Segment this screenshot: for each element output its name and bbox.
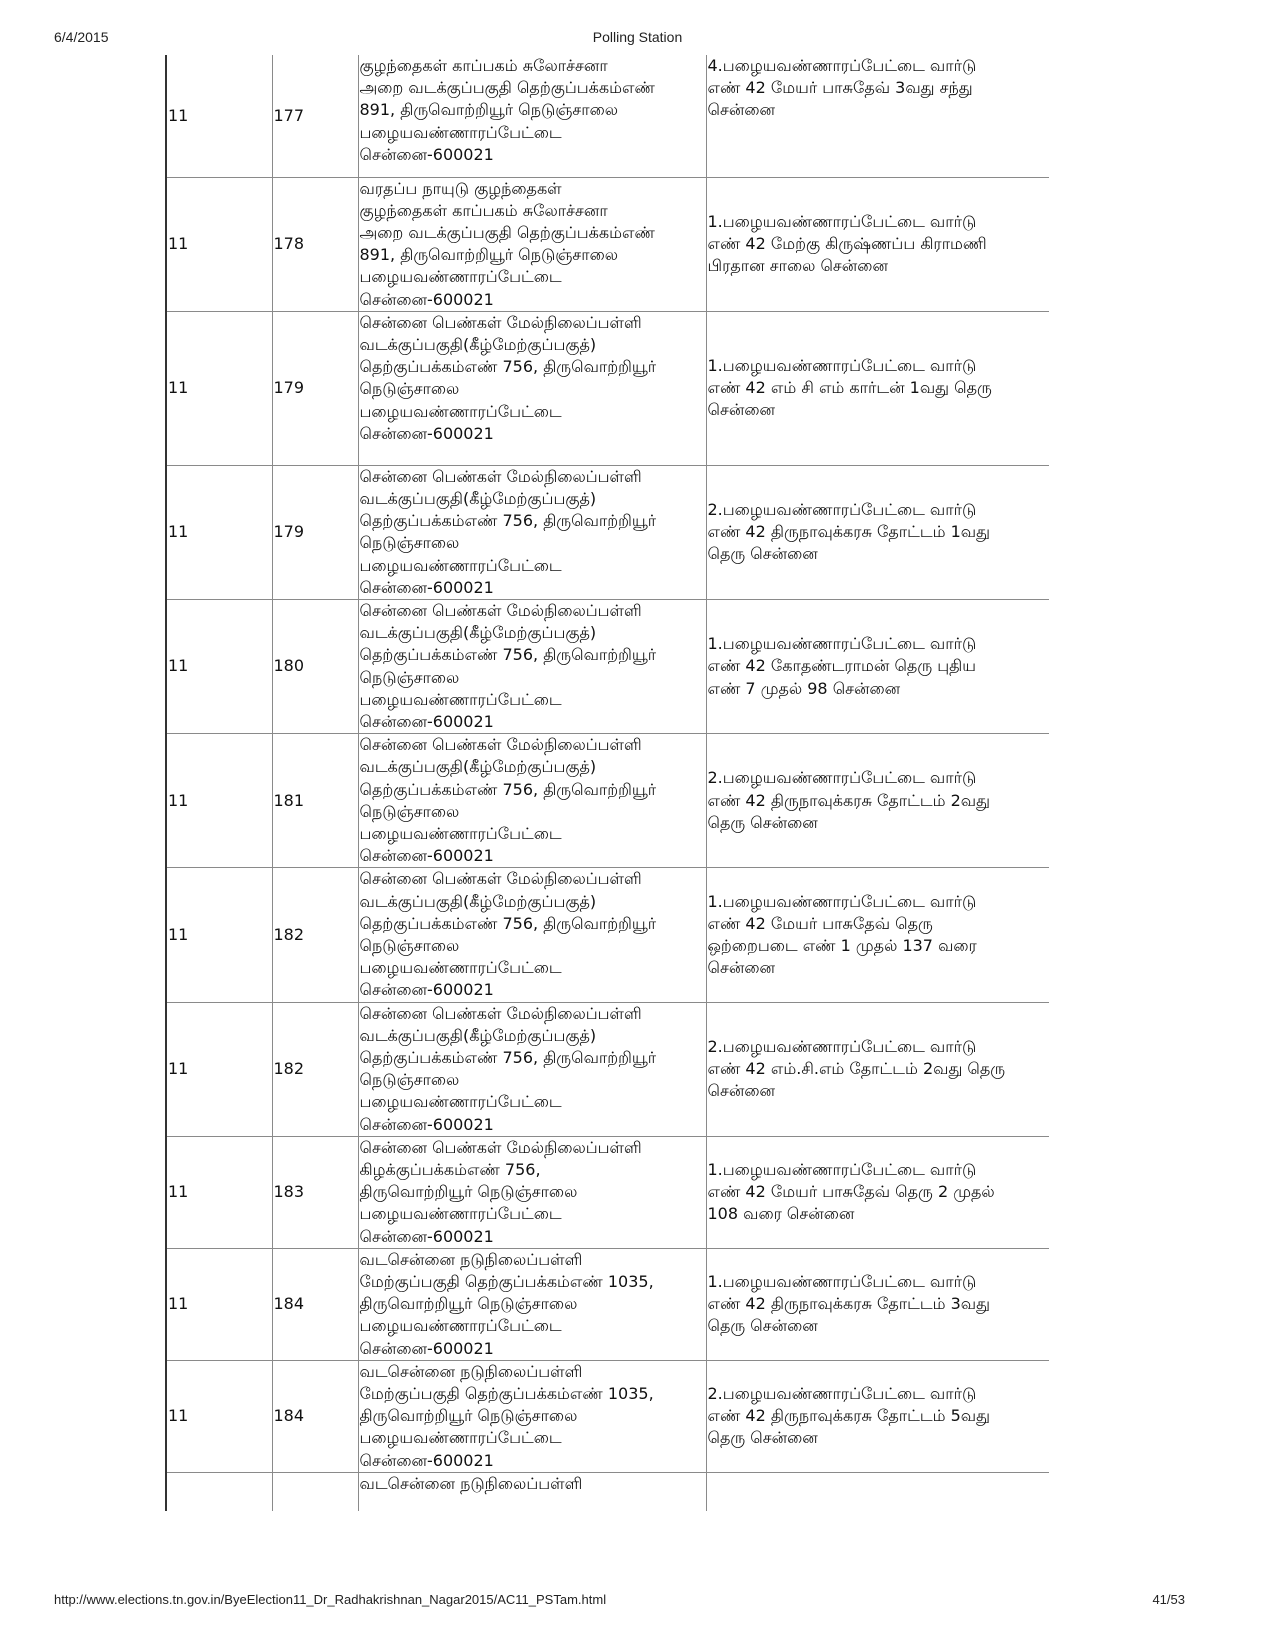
assembly-constituency-no: 11 [166, 55, 272, 177]
address-line: திருவொற்றியூர் நெடுஞ்சாலை [359, 1406, 578, 1426]
page-url: http://www.elections.tn.gov.in/ByeElection11_Dr_Radhakrishnan_Nagar2015/AC11_PSTam.html [54, 1592, 607, 1607]
polling-station-no: 181 [272, 734, 358, 868]
assembly-constituency-no: 11 [166, 1360, 272, 1472]
address-line: வடக்குப்பகுதி(கீழ்மேற்குப்பகுத்) [359, 1025, 597, 1045]
assembly-constituency-no: 11 [166, 311, 272, 465]
address-line: சென்னை பெண்கள் மேல்நிலைப்பள்ளி [359, 466, 642, 486]
polling-area [706, 1002, 1049, 1136]
area-line: 1.பழையவண்ணாரப்பேட்டை வார்டு [707, 1272, 977, 1292]
polling-station-address [358, 1002, 706, 1136]
address-line: தெற்குப்பக்கம்எண் 756, திருவொற்றியூர் [359, 779, 657, 799]
table-row [166, 177, 1049, 311]
address-line: திருவொற்றியூர் நெடுஞ்சாலை [359, 1294, 578, 1314]
address-line: நெடுஞ்சாலை [359, 935, 460, 955]
area-line: எண் 42 மேயர் பாசுதேவ் 3வது சந்து [707, 78, 973, 98]
assembly-constituency-no: 11 [166, 465, 272, 599]
polling-area [706, 1472, 1049, 1511]
address-line: பழையவண்ணாரப்பேட்டை [359, 401, 562, 421]
address-line: சென்னை-600021 [359, 1338, 494, 1358]
area-line: எண் 7 முதல் 98 சென்னை [707, 678, 901, 698]
address-line: சென்னை பெண்கள் மேல்நிலைப்பள்ளி [359, 1003, 642, 1023]
address-line: மேற்குப்பகுதி தெற்குப்பக்கம்எண் 1035, [359, 1384, 654, 1404]
area-line: 2.பழையவண்ணாரப்பேட்டை வார்டு [707, 1384, 977, 1404]
address-line: அறை வடக்குப்பகுதி தெற்குப்பக்கம்எண் [359, 222, 655, 242]
address-line: வடக்குப்பகுதி(கீழ்மேற்குப்பகுத்) [359, 488, 597, 508]
area-line: 1.பழையவண்ணாரப்பேட்டை வார்டு [707, 891, 977, 911]
area-line: தெரு சென்னை [707, 1428, 818, 1448]
address-line: நெடுஞ்சாலை [359, 533, 460, 553]
table-row [166, 1248, 1049, 1360]
address-line: சென்னை பெண்கள் மேல்நிலைப்பள்ளி [359, 600, 642, 620]
address-line: சென்னை-600021 [359, 423, 494, 443]
assembly-constituency-no: 11 [166, 868, 272, 1002]
polling-station-no: 178 [272, 177, 358, 311]
polling-station-no [272, 1472, 358, 1511]
polling-area [706, 55, 1049, 177]
address-line: சென்னை பெண்கள் மேல்நிலைப்பள்ளி [359, 869, 642, 889]
polling-area [706, 1360, 1049, 1472]
address-line: நெடுஞ்சாலை [359, 379, 460, 399]
polling-station-address [358, 599, 706, 733]
address-line: வடசென்னை நடுநிலைப்பள்ளி [359, 1473, 583, 1493]
assembly-constituency-no: 11 [166, 1136, 272, 1248]
area-line: பிரதான சாலை சென்னை [707, 256, 888, 276]
polling-area [706, 465, 1049, 599]
address-line: சென்னை பெண்கள் மேல்நிலைப்பள்ளி [359, 1137, 642, 1157]
polling-area [706, 177, 1049, 311]
table-body [166, 55, 1049, 1511]
address-line: வடக்குப்பகுதி(கீழ்மேற்குப்பகுத்) [359, 623, 597, 643]
table-row [166, 599, 1049, 733]
polling-station-no: 180 [272, 599, 358, 733]
polling-station-no: 182 [272, 868, 358, 1002]
address-line: தெற்குப்பக்கம்எண் 756, திருவொற்றியூர் [359, 357, 657, 377]
polling-station-address [358, 1248, 706, 1360]
area-line: எண் 42 எம் சி எம் கார்டன் 1வது தெரு [707, 378, 992, 398]
polling-area [706, 868, 1049, 1002]
table-row [166, 1136, 1049, 1248]
address-line: பழையவண்ணாரப்பேட்டை [359, 1428, 562, 1448]
address-line: நெடுஞ்சாலை [359, 667, 460, 687]
address-line: சென்னை-600021 [359, 980, 494, 1000]
polling-area [706, 1248, 1049, 1360]
address-line: கிழக்குப்பக்கம்எண் 756, [359, 1160, 541, 1180]
polling-area [706, 599, 1049, 733]
polling-station-address [358, 311, 706, 465]
table-row [166, 734, 1049, 868]
polling-station-address [358, 868, 706, 1002]
address-line: தெற்குப்பக்கம்எண் 756, திருவொற்றியூர் [359, 913, 657, 933]
table-row [166, 1472, 1049, 1511]
address-line: சென்னை-600021 [359, 711, 494, 731]
area-line: 4.பழையவண்ணாரப்பேட்டை வார்டு [707, 56, 977, 75]
address-line: பழையவண்ணாரப்பேட்டை [359, 1092, 562, 1112]
polling-area [706, 1136, 1049, 1248]
address-line: பழையவண்ணாரப்பேட்டை [359, 1204, 562, 1224]
address-line: சென்னை-600021 [359, 577, 494, 597]
assembly-constituency-no: 11 [166, 734, 272, 868]
polling-station-no: 179 [272, 311, 358, 465]
address-line: சென்னை பெண்கள் மேல்நிலைப்பள்ளி [359, 735, 642, 755]
address-line: குழந்தைகள் காப்பகம் சுலோச்சனா [359, 56, 608, 75]
polling-station-address [358, 1136, 706, 1248]
address-line: பழையவண்ணாரப்பேட்டை [359, 1316, 562, 1336]
assembly-constituency-no [166, 1472, 272, 1511]
assembly-constituency-no: 11 [166, 599, 272, 733]
polling-station-no: 179 [272, 465, 358, 599]
address-line: நெடுஞ்சாலை [359, 801, 460, 821]
address-line: தெற்குப்பக்கம்எண் 756, திருவொற்றியூர் [359, 645, 657, 665]
area-line: 1.பழையவண்ணாரப்பேட்டை வார்டு [707, 211, 977, 231]
area-line: 2.பழையவண்ணாரப்பேட்டை வார்டு [707, 1036, 977, 1056]
print-date: 6/4/2015 [54, 29, 109, 45]
address-line: தெற்குப்பக்கம்எண் 756, திருவொற்றியூர் [359, 1048, 657, 1067]
area-line: எண் 42 மேயர் பாசுதேவ் தெரு 2 முதல் [707, 1182, 995, 1202]
address-line: வடசென்னை நடுநிலைப்பள்ளி [359, 1361, 583, 1381]
polling-area [706, 734, 1049, 868]
area-line: எண் 42 மேற்கு கிருஷ்ணப்ப கிராமணி [707, 234, 987, 253]
polling-station-no: 183 [272, 1136, 358, 1248]
table-row [166, 868, 1049, 1002]
assembly-constituency-no: 11 [166, 1248, 272, 1360]
area-line: தெரு சென்னை [707, 544, 818, 564]
polling-station-address [358, 177, 706, 311]
address-line: வடக்குப்பகுதி(கீழ்மேற்குப்பகுத்) [359, 891, 597, 911]
area-line: 2.பழையவண்ணாரப்பேட்டை வார்டு [707, 768, 977, 788]
address-line: 891, திருவொற்றியூர் நெடுஞ்சாலை [359, 100, 619, 120]
address-line: வடசென்னை நடுநிலைப்பள்ளி [359, 1249, 583, 1269]
table-row [166, 311, 1049, 465]
address-line: திருவொற்றியூர் நெடுஞ்சாலை [359, 1182, 578, 1202]
page-number: 41/53 [1152, 1592, 1185, 1607]
address-line: அறை வடக்குப்பகுதி தெற்குப்பக்கம்எண் [359, 78, 655, 98]
address-line: பழையவண்ணாரப்பேட்டை [359, 689, 562, 709]
area-line: தெரு சென்னை [707, 812, 818, 832]
area-line: 2.பழையவண்ணாரப்பேட்டை வார்டு [707, 500, 977, 520]
address-line: 891, திருவொற்றியூர் நெடுஞ்சாலை [359, 245, 619, 265]
address-line: சென்னை-600021 [359, 846, 494, 866]
address-line: சென்னை-600021 [359, 1450, 494, 1470]
area-line: எண் 42 மேயர் பாசுதேவ் தெரு [707, 913, 933, 933]
polling-station-address [358, 55, 706, 177]
polling-station-address [358, 465, 706, 599]
table-row [166, 55, 1049, 177]
address-line: வடக்குப்பகுதி(கீழ்மேற்குப்பகுத்) [359, 757, 597, 777]
polling-station-no: 184 [272, 1248, 358, 1360]
address-line: வடக்குப்பகுதி(கீழ்மேற்குப்பகுத்) [359, 334, 597, 354]
address-line: தெற்குப்பக்கம்எண் 756, திருவொற்றியூர் [359, 511, 657, 531]
table-row [166, 1360, 1049, 1472]
table-row [166, 465, 1049, 599]
address-line: மேற்குப்பகுதி தெற்குப்பக்கம்எண் 1035, [359, 1272, 654, 1292]
area-line: சென்னை [707, 1081, 775, 1101]
area-line: 1.பழையவண்ணாரப்பேட்டை வார்டு [707, 1160, 977, 1180]
address-line: சென்னை-600021 [359, 289, 494, 309]
area-line: எண் 42 எம்.சி.எம் தோட்டம் 2வது தெரு [707, 1059, 1006, 1079]
address-line: பழையவண்ணாரப்பேட்டை [359, 958, 562, 978]
assembly-constituency-no: 11 [166, 177, 272, 311]
area-line: சென்னை [707, 958, 775, 978]
area-line: எண் 42 திருநாவுக்கரசு தோட்டம் 3வது [707, 1294, 990, 1314]
address-line: சென்னை பெண்கள் மேல்நிலைப்பள்ளி [359, 312, 642, 332]
polling-station-no: 182 [272, 1002, 358, 1136]
address-line: நெடுஞ்சாலை [359, 1070, 460, 1090]
address-line: பழையவண்ணாரப்பேட்டை [359, 555, 562, 575]
area-line: எண் 42 திருநாவுக்கரசு தோட்டம் 5வது [707, 1406, 990, 1426]
polling-area [706, 311, 1049, 465]
area-line: ஒற்றைபடை எண் 1 முதல் 137 வரை [707, 935, 977, 955]
table-row [166, 1002, 1049, 1136]
area-line: 1.பழையவண்ணாரப்பேட்டை வார்டு [707, 355, 977, 375]
polling-station-no: 184 [272, 1360, 358, 1472]
area-line: சென்னை [707, 400, 775, 420]
polling-station-table [165, 55, 1049, 1511]
area-line: சென்னை [707, 100, 775, 120]
area-line: எண் 42 கோதண்டராமன் தெரு புதிய [707, 656, 976, 676]
address-line: பழையவண்ணாரப்பேட்டை [359, 122, 562, 142]
polling-station-no: 177 [272, 55, 358, 177]
area-line: 1.பழையவண்ணாரப்பேட்டை வார்டு [707, 634, 977, 654]
polling-station-table-container [165, 55, 1049, 1511]
area-line: 108 வரை சென்னை [707, 1204, 855, 1224]
area-line: எண் 42 திருநாவுக்கரசு தோட்டம் 2வது [707, 790, 990, 810]
address-line: வரதப்ப நாயுடு குழந்தைகள் [359, 178, 562, 198]
page-title: Polling Station [592, 29, 683, 45]
polling-station-address [358, 734, 706, 868]
address-line: சென்னை-600021 [359, 1226, 494, 1246]
assembly-constituency-no: 11 [166, 1002, 272, 1136]
address-line: சென்னை-600021 [359, 1114, 494, 1134]
area-line: எண் 42 திருநாவுக்கரசு தோட்டம் 1வது [707, 522, 990, 542]
address-line: சென்னை-600021 [359, 144, 494, 164]
polling-station-address [358, 1360, 706, 1472]
area-line: தெரு சென்னை [707, 1316, 818, 1336]
address-line: குழந்தைகள் காப்பகம் சுலோச்சனா [359, 200, 608, 220]
address-line: பழையவண்ணாரப்பேட்டை [359, 823, 562, 843]
address-line: பழையவண்ணாரப்பேட்டை [359, 267, 562, 287]
polling-station-address [358, 1472, 706, 1511]
